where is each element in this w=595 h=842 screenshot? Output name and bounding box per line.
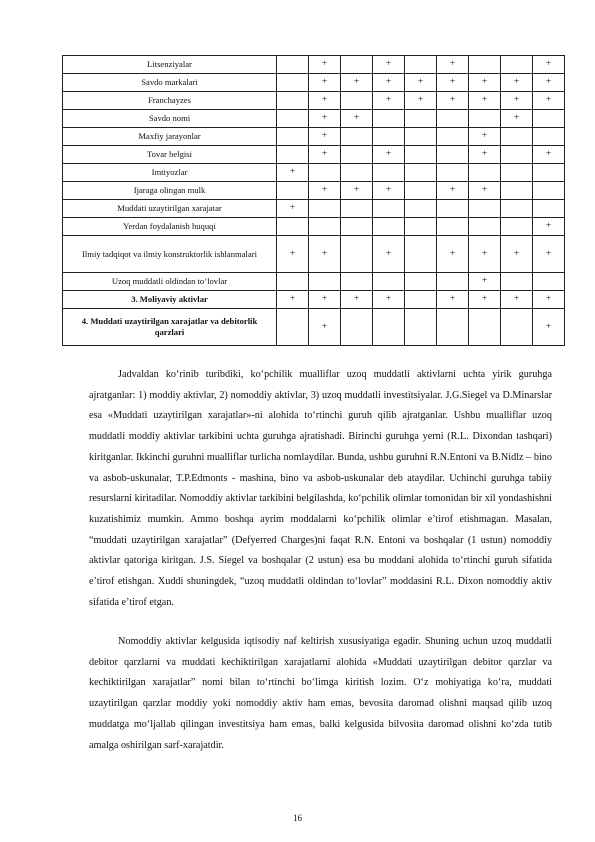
mark-cell	[277, 218, 309, 236]
mark-cell: +	[533, 56, 565, 74]
mark-cell	[405, 218, 437, 236]
mark-cell	[277, 110, 309, 128]
mark-cell: +	[405, 74, 437, 92]
page-number: 16	[293, 813, 302, 823]
mark-cell: +	[277, 164, 309, 182]
mark-cell: +	[437, 56, 469, 74]
mark-cell	[501, 128, 533, 146]
mark-cell: +	[437, 74, 469, 92]
mark-cell	[501, 182, 533, 200]
mark-cell: +	[277, 236, 309, 273]
mark-cell	[469, 110, 501, 128]
mark-cell	[405, 182, 437, 200]
mark-cell	[437, 309, 469, 346]
mark-cell	[501, 164, 533, 182]
mark-cell	[469, 164, 501, 182]
mark-cell: +	[437, 182, 469, 200]
mark-cell: +	[469, 236, 501, 273]
mark-cell	[501, 218, 533, 236]
mark-cell	[277, 309, 309, 346]
mark-cell: +	[341, 182, 373, 200]
paragraph-2: Nomoddiy aktivlar kelgusida iqtisodiy naf keltirish xususiyatiga egadir. Shuning uchun uzoq muddatli debitor qarzlarni va muddati kechiktirilgan xarajatlarni alohida «Muddati uzaytirilgan debitor qarzlar va kechiktirilgan xarajatlar” nomi bilan to‘rtinchi bo‘limga kiritish lozim. O‘z mohiyatiga ko‘ra, muddati uzaytirilgan qarzlar moddiy yoki nomoddiy aktiv ham emas, bevosita daromad olishni maqsad qilib uzoq muddatga mo‘ljallab qilingan investitsiya ham emas, balki kelgusida bilvosita daromad olishni ko‘zda tutib amalga oshirilgan sarf-xarajatdir.	[89, 636, 552, 751]
mark-cell	[309, 164, 341, 182]
mark-cell	[405, 200, 437, 218]
mark-cell: +	[533, 309, 565, 346]
mark-cell: +	[469, 273, 501, 291]
mark-cell	[341, 200, 373, 218]
mark-cell: +	[533, 74, 565, 92]
mark-cell: +	[277, 200, 309, 218]
mark-cell: +	[309, 128, 341, 146]
mark-cell: +	[341, 110, 373, 128]
row-label: 4. Muddati uzaytirilgan xarajatlar va debitorlik qarzlari	[63, 309, 277, 346]
table-row	[63, 291, 565, 309]
mark-cell: +	[469, 74, 501, 92]
table-row	[63, 218, 565, 236]
mark-cell: +	[309, 236, 341, 273]
mark-cell: +	[469, 146, 501, 164]
mark-cell: +	[501, 236, 533, 273]
mark-cell: +	[309, 56, 341, 74]
table-row	[63, 74, 565, 92]
mark-cell: +	[341, 74, 373, 92]
row-label: Maxfiy jarayonlar	[63, 128, 277, 146]
mark-cell	[373, 164, 405, 182]
mark-cell	[405, 291, 437, 309]
mark-cell	[277, 273, 309, 291]
mark-cell: +	[309, 146, 341, 164]
mark-cell	[405, 236, 437, 273]
mark-cell	[373, 218, 405, 236]
mark-cell: +	[309, 182, 341, 200]
mark-cell: +	[309, 74, 341, 92]
mark-cell: +	[501, 74, 533, 92]
mark-cell	[469, 218, 501, 236]
mark-cell: +	[341, 291, 373, 309]
table-row	[63, 110, 565, 128]
mark-cell: +	[373, 92, 405, 110]
row-label: Imtiyozlar	[63, 164, 277, 182]
mark-cell: +	[533, 236, 565, 273]
mark-cell	[501, 309, 533, 346]
mark-cell	[533, 200, 565, 218]
mark-cell: +	[309, 92, 341, 110]
row-label: Tovar belgisi	[63, 146, 277, 164]
mark-cell	[309, 200, 341, 218]
mark-cell: +	[533, 146, 565, 164]
mark-cell	[341, 236, 373, 273]
table-row	[63, 273, 565, 291]
mark-cell	[437, 218, 469, 236]
mark-cell	[437, 273, 469, 291]
mark-cell	[437, 146, 469, 164]
mark-cell: +	[533, 218, 565, 236]
mark-cell: +	[533, 92, 565, 110]
row-label: Savdo nomi	[63, 110, 277, 128]
row-label: Ijaraga olingan mulk	[63, 182, 277, 200]
mark-cell: +	[373, 146, 405, 164]
mark-cell	[533, 164, 565, 182]
mark-cell: +	[309, 291, 341, 309]
mark-cell	[277, 182, 309, 200]
table-row	[63, 309, 565, 346]
mark-cell	[341, 309, 373, 346]
row-label: Yerdan foydalanish huquqi	[63, 218, 277, 236]
mark-cell	[341, 146, 373, 164]
mark-cell: +	[501, 110, 533, 128]
table-row	[63, 92, 565, 110]
mark-cell	[533, 182, 565, 200]
mark-cell: +	[437, 236, 469, 273]
mark-cell: +	[437, 291, 469, 309]
mark-cell	[533, 110, 565, 128]
mark-cell	[373, 309, 405, 346]
mark-cell: +	[437, 92, 469, 110]
mark-cell	[277, 56, 309, 74]
mark-cell	[501, 56, 533, 74]
mark-cell	[373, 200, 405, 218]
table-row	[63, 146, 565, 164]
mark-cell	[405, 146, 437, 164]
mark-cell	[277, 74, 309, 92]
mark-cell	[437, 200, 469, 218]
mark-cell	[341, 128, 373, 146]
mark-cell	[405, 128, 437, 146]
mark-cell	[469, 56, 501, 74]
mark-cell	[277, 146, 309, 164]
mark-cell: +	[373, 291, 405, 309]
mark-cell	[341, 164, 373, 182]
mark-cell	[501, 146, 533, 164]
table-row	[63, 182, 565, 200]
mark-cell	[437, 128, 469, 146]
mark-cell: +	[373, 56, 405, 74]
row-label: Uzoq muddatli oldindan to‘lovlar	[63, 273, 277, 291]
row-label: 3. Moliyaviy aktivlar	[63, 291, 277, 309]
mark-cell: +	[469, 128, 501, 146]
mark-cell: +	[309, 110, 341, 128]
mark-cell	[533, 128, 565, 146]
mark-cell	[373, 128, 405, 146]
mark-cell	[405, 110, 437, 128]
mark-cell: +	[469, 92, 501, 110]
mark-cell	[533, 273, 565, 291]
mark-cell	[309, 218, 341, 236]
mark-cell	[341, 273, 373, 291]
mark-cell	[469, 200, 501, 218]
table-row	[63, 200, 565, 218]
mark-cell	[501, 273, 533, 291]
mark-cell	[277, 92, 309, 110]
mark-cell: +	[469, 291, 501, 309]
mark-cell: +	[373, 74, 405, 92]
row-label: Ilmiy tadqiqot va ilmiy konstruktorlik ishlanmalari	[63, 236, 277, 273]
mark-cell	[469, 309, 501, 346]
mark-cell	[373, 273, 405, 291]
mark-cell	[437, 110, 469, 128]
mark-cell	[405, 309, 437, 346]
mark-cell: +	[373, 182, 405, 200]
table-row	[63, 236, 565, 273]
mark-cell	[405, 273, 437, 291]
mark-cell	[277, 128, 309, 146]
table-row	[63, 56, 565, 74]
row-label: Litsenziyalar	[63, 56, 277, 74]
mark-cell	[309, 273, 341, 291]
mark-cell	[437, 164, 469, 182]
mark-cell	[373, 110, 405, 128]
paragraph-1: Jadvaldan ko‘rinib turibdiki, ko‘pchilik mualliflar uzoq muddatli aktivlarni uchta yirik guruhga ajratganlar: 1) moddiy aktivlar, 2) nomoddiy aktivlar, 3) uzoq muddatli investitsiyalar. J.G.Siegel va D.Minarslar esa «Muddati uzaytirilgan xarajatlar»-ni alohida to‘rtinchi guruh qilib ajratganlar. Ushbu mualliflar uzoq muddatli moddiy aktivlar tarkibini uchta guruhga ajratishadi. Birinchi guruhga yerni (R.L. Dixondan tashqari) kiritganlar. Ikkinchi guruhni mualliflar turlicha nomlaydilar. Bunda, ushbu guruhni R.N.Entoni va B.Nidlz – bino va asbob-uskunalar, T.P.Edmonts - mashina, bino va asbob-uskunalar deb ataydilar. Uchinchi guruhga tabiiy resurslarni kiritadilar. Nomoddiy aktivlar tarkibini belgilashda, ko‘pchilik olimlar tomonidan bir xil yondashishni kuzatishimiz mumkin. Ammo boshqa ayrim moddalarni ko‘pchilik olimlar e’tirof etishmagan. Masalan, “muddati uzaytirilgan xarajatlar” (Defyerred Charges)ni faqat R.N. Entoni va boshqalar (1 ustun) nomoddiy aktivlar qatoriga kiritgan. J.S. Siegel va boshqalar (2 ustun) esa bu moddani alohida to‘rtinchi guruh sifatida e’tirof etishgan. Xuddi shuningdek, “uzoq muddatli oldindan to‘lovlar” moddasini R.L. Dixon nomoddiy aktiv sifatida e’tirof etgan.	[89, 369, 552, 608]
mark-cell	[341, 92, 373, 110]
mark-cell	[405, 56, 437, 74]
mark-cell	[341, 56, 373, 74]
mark-cell	[501, 200, 533, 218]
asset-classification-table	[62, 55, 565, 346]
mark-cell: +	[469, 182, 501, 200]
row-label: Savdo markalari	[63, 74, 277, 92]
mark-cell	[405, 164, 437, 182]
mark-cell: +	[533, 291, 565, 309]
row-label: Franchayzes	[63, 92, 277, 110]
mark-cell: +	[309, 309, 341, 346]
mark-cell: +	[277, 291, 309, 309]
mark-cell	[341, 218, 373, 236]
mark-cell: +	[373, 236, 405, 273]
table-row	[63, 164, 565, 182]
mark-cell: +	[501, 92, 533, 110]
table-row	[63, 128, 565, 146]
mark-cell: +	[501, 291, 533, 309]
mark-cell: +	[405, 92, 437, 110]
row-label: Muddati uzaytirilgan xarajatar	[63, 200, 277, 218]
